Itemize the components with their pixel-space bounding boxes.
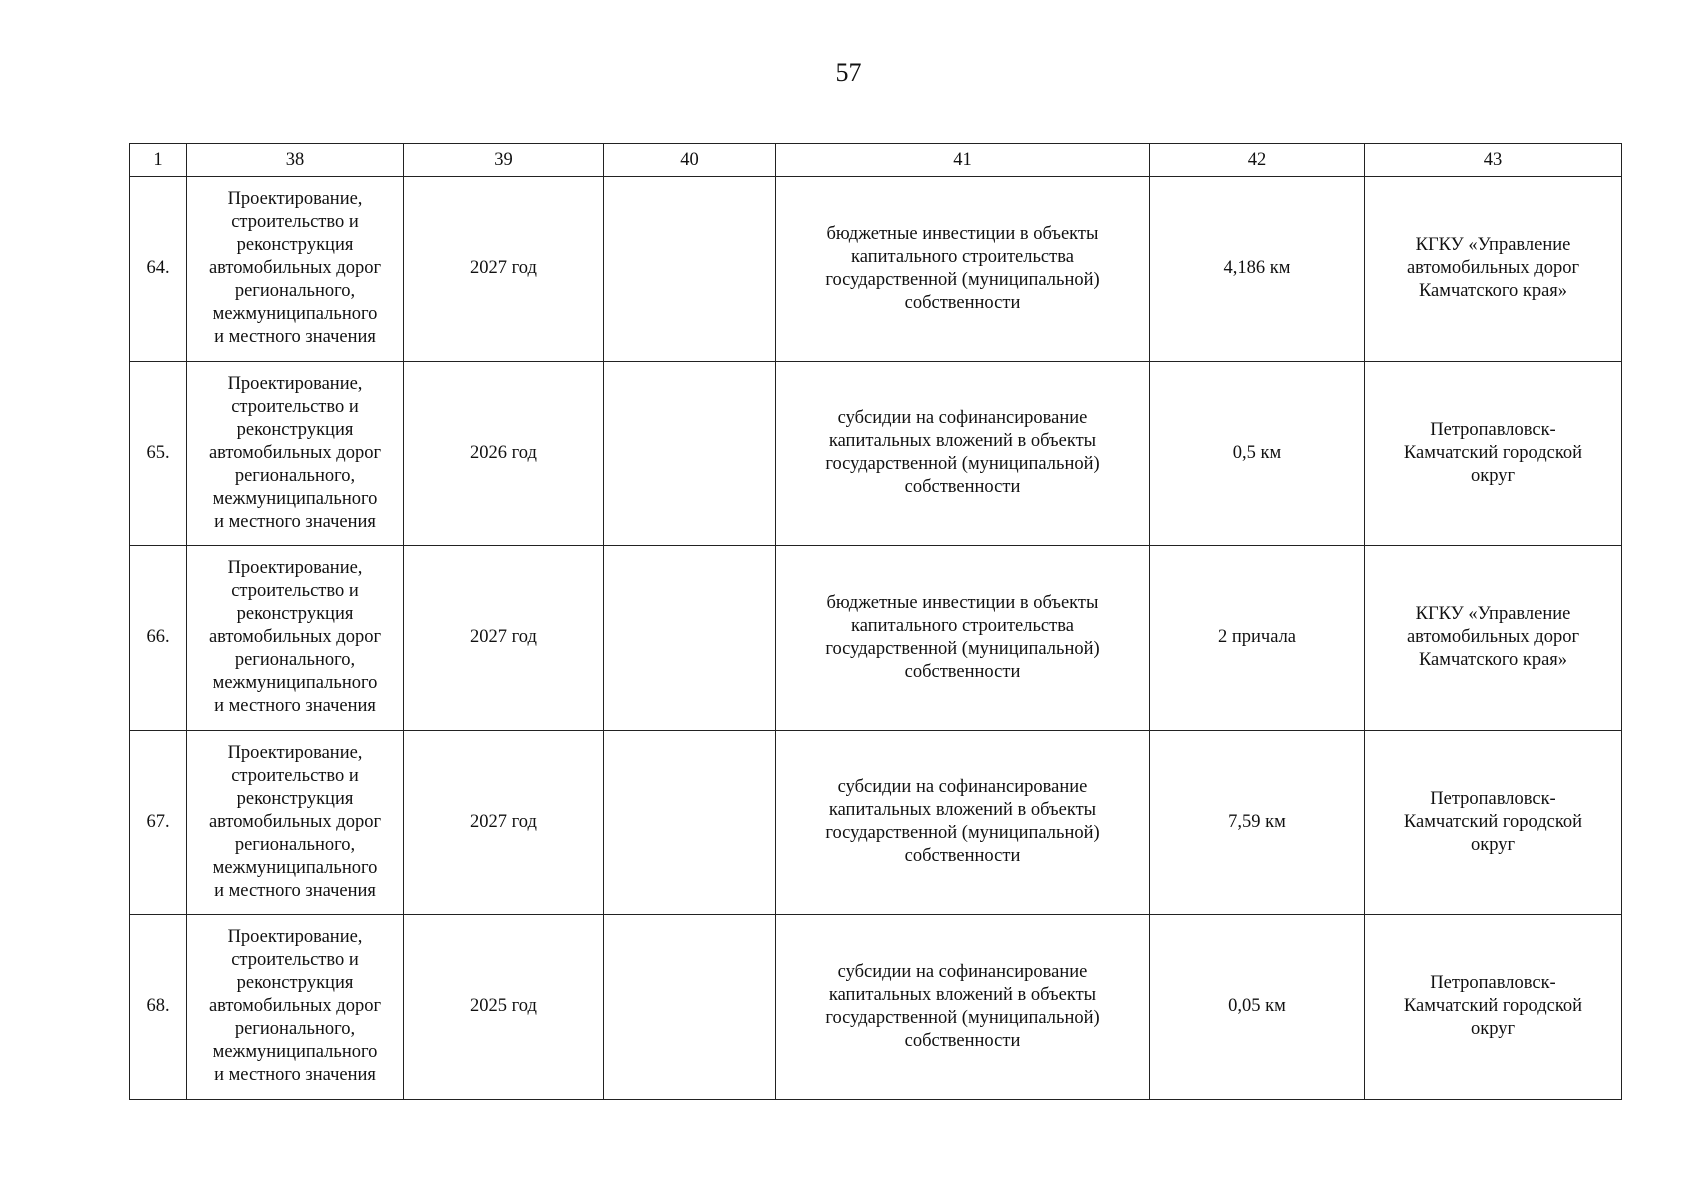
- object-name-cell-line: Проектирование,: [227, 189, 363, 210]
- year-cell: 2027 год: [404, 730, 604, 915]
- funding-type-cell: [776, 361, 1150, 546]
- executor-cell: [1365, 730, 1622, 915]
- funding-type-cell-line: государственной (муниципальной): [825, 823, 1100, 844]
- object-name-cell-line: строительство и: [231, 396, 359, 417]
- object-name-cell-line: Проектирование,: [227, 927, 363, 948]
- funding-type-cell-line: собственности: [904, 292, 1021, 313]
- year-cell: 2027 год: [404, 546, 604, 731]
- executor-cell-line: округ: [1470, 834, 1516, 855]
- object-name-cell-line: реконструкция: [236, 604, 354, 625]
- object-name-cell-line: и местного значения: [214, 327, 376, 348]
- capacity-cell: 0,5 км: [1150, 361, 1365, 546]
- object-name-cell-line: автомобильных дорог: [208, 811, 382, 832]
- executor-cell-line: Камчатского края»: [1418, 281, 1568, 302]
- executor-cell-line: Петропавловск-: [1430, 419, 1556, 440]
- object-name-cell-line: регионального,: [234, 281, 356, 302]
- object-name-cell-line: и местного значения: [214, 511, 376, 532]
- funding-type-cell: [776, 915, 1150, 1100]
- data-table: [129, 143, 1622, 1100]
- object-name-cell-line: межмуниципального: [212, 488, 378, 509]
- column-header: 38: [187, 144, 404, 177]
- capacity-cell: 2 причала: [1150, 546, 1365, 731]
- executor-cell-line: автомобильных дорог: [1406, 627, 1580, 648]
- funding-type-cell: [776, 730, 1150, 915]
- object-name-cell: [187, 361, 404, 546]
- executor-cell-line: Камчатский городской: [1403, 811, 1583, 832]
- object-name-cell-line: межмуниципального: [212, 857, 378, 878]
- funding-type-cell-line: государственной (муниципальной): [825, 638, 1100, 659]
- col40-cell: [604, 546, 776, 731]
- table-header-row: [130, 144, 1622, 177]
- object-name-cell-line: строительство и: [231, 765, 359, 786]
- funding-type-cell-line: собственности: [904, 846, 1021, 867]
- funding-type-cell-line: капитального строительства: [851, 615, 1074, 636]
- object-name-cell-line: автомобильных дорог: [208, 996, 382, 1017]
- object-name-cell-line: реконструкция: [236, 973, 354, 994]
- executor-cell-line: Камчатский городской: [1403, 996, 1583, 1017]
- funding-type-cell: [776, 546, 1150, 731]
- executor-cell-line: Камчатский городской: [1403, 442, 1583, 463]
- object-name-cell-line: межмуниципального: [212, 1042, 378, 1063]
- column-header: 43: [1365, 144, 1622, 177]
- row-number-cell: 65.: [130, 361, 187, 546]
- funding-type-cell-line: собственности: [904, 661, 1021, 682]
- object-name-cell-line: автомобильных дорог: [208, 627, 382, 648]
- object-name-cell-line: строительство и: [231, 212, 359, 233]
- object-name-cell-line: регионального,: [234, 834, 356, 855]
- table-row: [130, 177, 1622, 362]
- executor-cell-line: автомобильных дорог: [1406, 258, 1580, 279]
- object-name-cell-line: Проектирование,: [227, 373, 363, 394]
- executor-cell-line: КГКУ «Управление: [1415, 235, 1571, 256]
- row-number-cell: 64.: [130, 177, 187, 362]
- executor-cell: [1365, 546, 1622, 731]
- executor-cell: [1365, 177, 1622, 362]
- row-number-cell: 66.: [130, 546, 187, 731]
- funding-type-cell-line: собственности: [904, 1030, 1021, 1051]
- row-number-cell: 68.: [130, 915, 187, 1100]
- object-name-cell: [187, 915, 404, 1100]
- col40-cell: [604, 915, 776, 1100]
- object-name-cell-line: регионального,: [234, 465, 356, 486]
- funding-type-cell-line: капитальных вложений в объекты: [828, 984, 1097, 1005]
- column-header: 41: [776, 144, 1150, 177]
- object-name-cell: [187, 546, 404, 731]
- table-row: [130, 730, 1622, 915]
- executor-cell-line: Петропавловск-: [1430, 973, 1556, 994]
- funding-type-cell-line: субсидии на софинансирование: [837, 961, 1088, 982]
- object-name-cell-line: строительство и: [231, 950, 359, 971]
- funding-type-cell-line: бюджетные инвестиции в объекты: [826, 223, 1099, 244]
- object-name-cell-line: регионального,: [234, 1019, 356, 1040]
- column-header: 40: [604, 144, 776, 177]
- object-name-cell-line: межмуниципального: [212, 304, 378, 325]
- funding-type-cell-line: субсидии на софинансирование: [837, 408, 1088, 429]
- funding-type-cell-line: государственной (муниципальной): [825, 454, 1100, 475]
- funding-type-cell-line: субсидии на софинансирование: [837, 777, 1088, 798]
- funding-type-cell: [776, 177, 1150, 362]
- funding-type-cell-line: бюджетные инвестиции в объекты: [826, 592, 1099, 613]
- object-name-cell-line: Проектирование,: [227, 558, 363, 579]
- column-header: 1: [130, 144, 187, 177]
- executor-cell-line: Камчатского края»: [1418, 650, 1568, 671]
- executor-cell-line: округ: [1470, 465, 1516, 486]
- page-number: 57: [835, 58, 862, 87]
- funding-type-cell-line: капитальных вложений в объекты: [828, 431, 1097, 452]
- object-name-cell: [187, 177, 404, 362]
- year-cell: 2027 год: [404, 177, 604, 362]
- capacity-cell: 0,05 км: [1150, 915, 1365, 1100]
- object-name-cell-line: регионального,: [234, 650, 356, 671]
- col40-cell: [604, 730, 776, 915]
- col40-cell: [604, 361, 776, 546]
- object-name-cell-line: Проектирование,: [227, 742, 363, 763]
- funding-type-cell-line: капитальных вложений в объекты: [828, 800, 1097, 821]
- col40-cell: [604, 177, 776, 362]
- table-row: [130, 361, 1622, 546]
- executor-cell: [1365, 361, 1622, 546]
- capacity-cell: 4,186 км: [1150, 177, 1365, 362]
- executor-cell-line: округ: [1470, 1019, 1516, 1040]
- object-name-cell-line: реконструкция: [236, 419, 354, 440]
- object-name-cell-line: автомобильных дорог: [208, 258, 382, 279]
- object-name-cell-line: и местного значения: [214, 880, 376, 901]
- year-cell: 2026 год: [404, 361, 604, 546]
- column-header: 39: [404, 144, 604, 177]
- object-name-cell-line: и местного значения: [214, 1065, 376, 1086]
- table-row: [130, 915, 1622, 1100]
- object-name-cell-line: реконструкция: [236, 235, 354, 256]
- row-number-cell: 67.: [130, 730, 187, 915]
- capacity-cell: 7,59 км: [1150, 730, 1365, 915]
- funding-type-cell-line: капитального строительства: [851, 246, 1074, 267]
- executor-cell: [1365, 915, 1622, 1100]
- object-name-cell-line: межмуниципального: [212, 673, 378, 694]
- executor-cell-line: Петропавловск-: [1430, 788, 1556, 809]
- column-header: 42: [1150, 144, 1365, 177]
- object-name-cell-line: автомобильных дорог: [208, 442, 382, 463]
- funding-type-cell-line: государственной (муниципальной): [825, 1007, 1100, 1028]
- object-name-cell-line: реконструкция: [236, 788, 354, 809]
- object-name-cell-line: и местного значения: [214, 696, 376, 717]
- funding-type-cell-line: собственности: [904, 477, 1021, 498]
- year-cell: 2025 год: [404, 915, 604, 1100]
- executor-cell-line: КГКУ «Управление: [1415, 604, 1571, 625]
- table-row: [130, 546, 1622, 731]
- funding-type-cell-line: государственной (муниципальной): [825, 269, 1100, 290]
- object-name-cell-line: строительство и: [231, 581, 359, 602]
- object-name-cell: [187, 730, 404, 915]
